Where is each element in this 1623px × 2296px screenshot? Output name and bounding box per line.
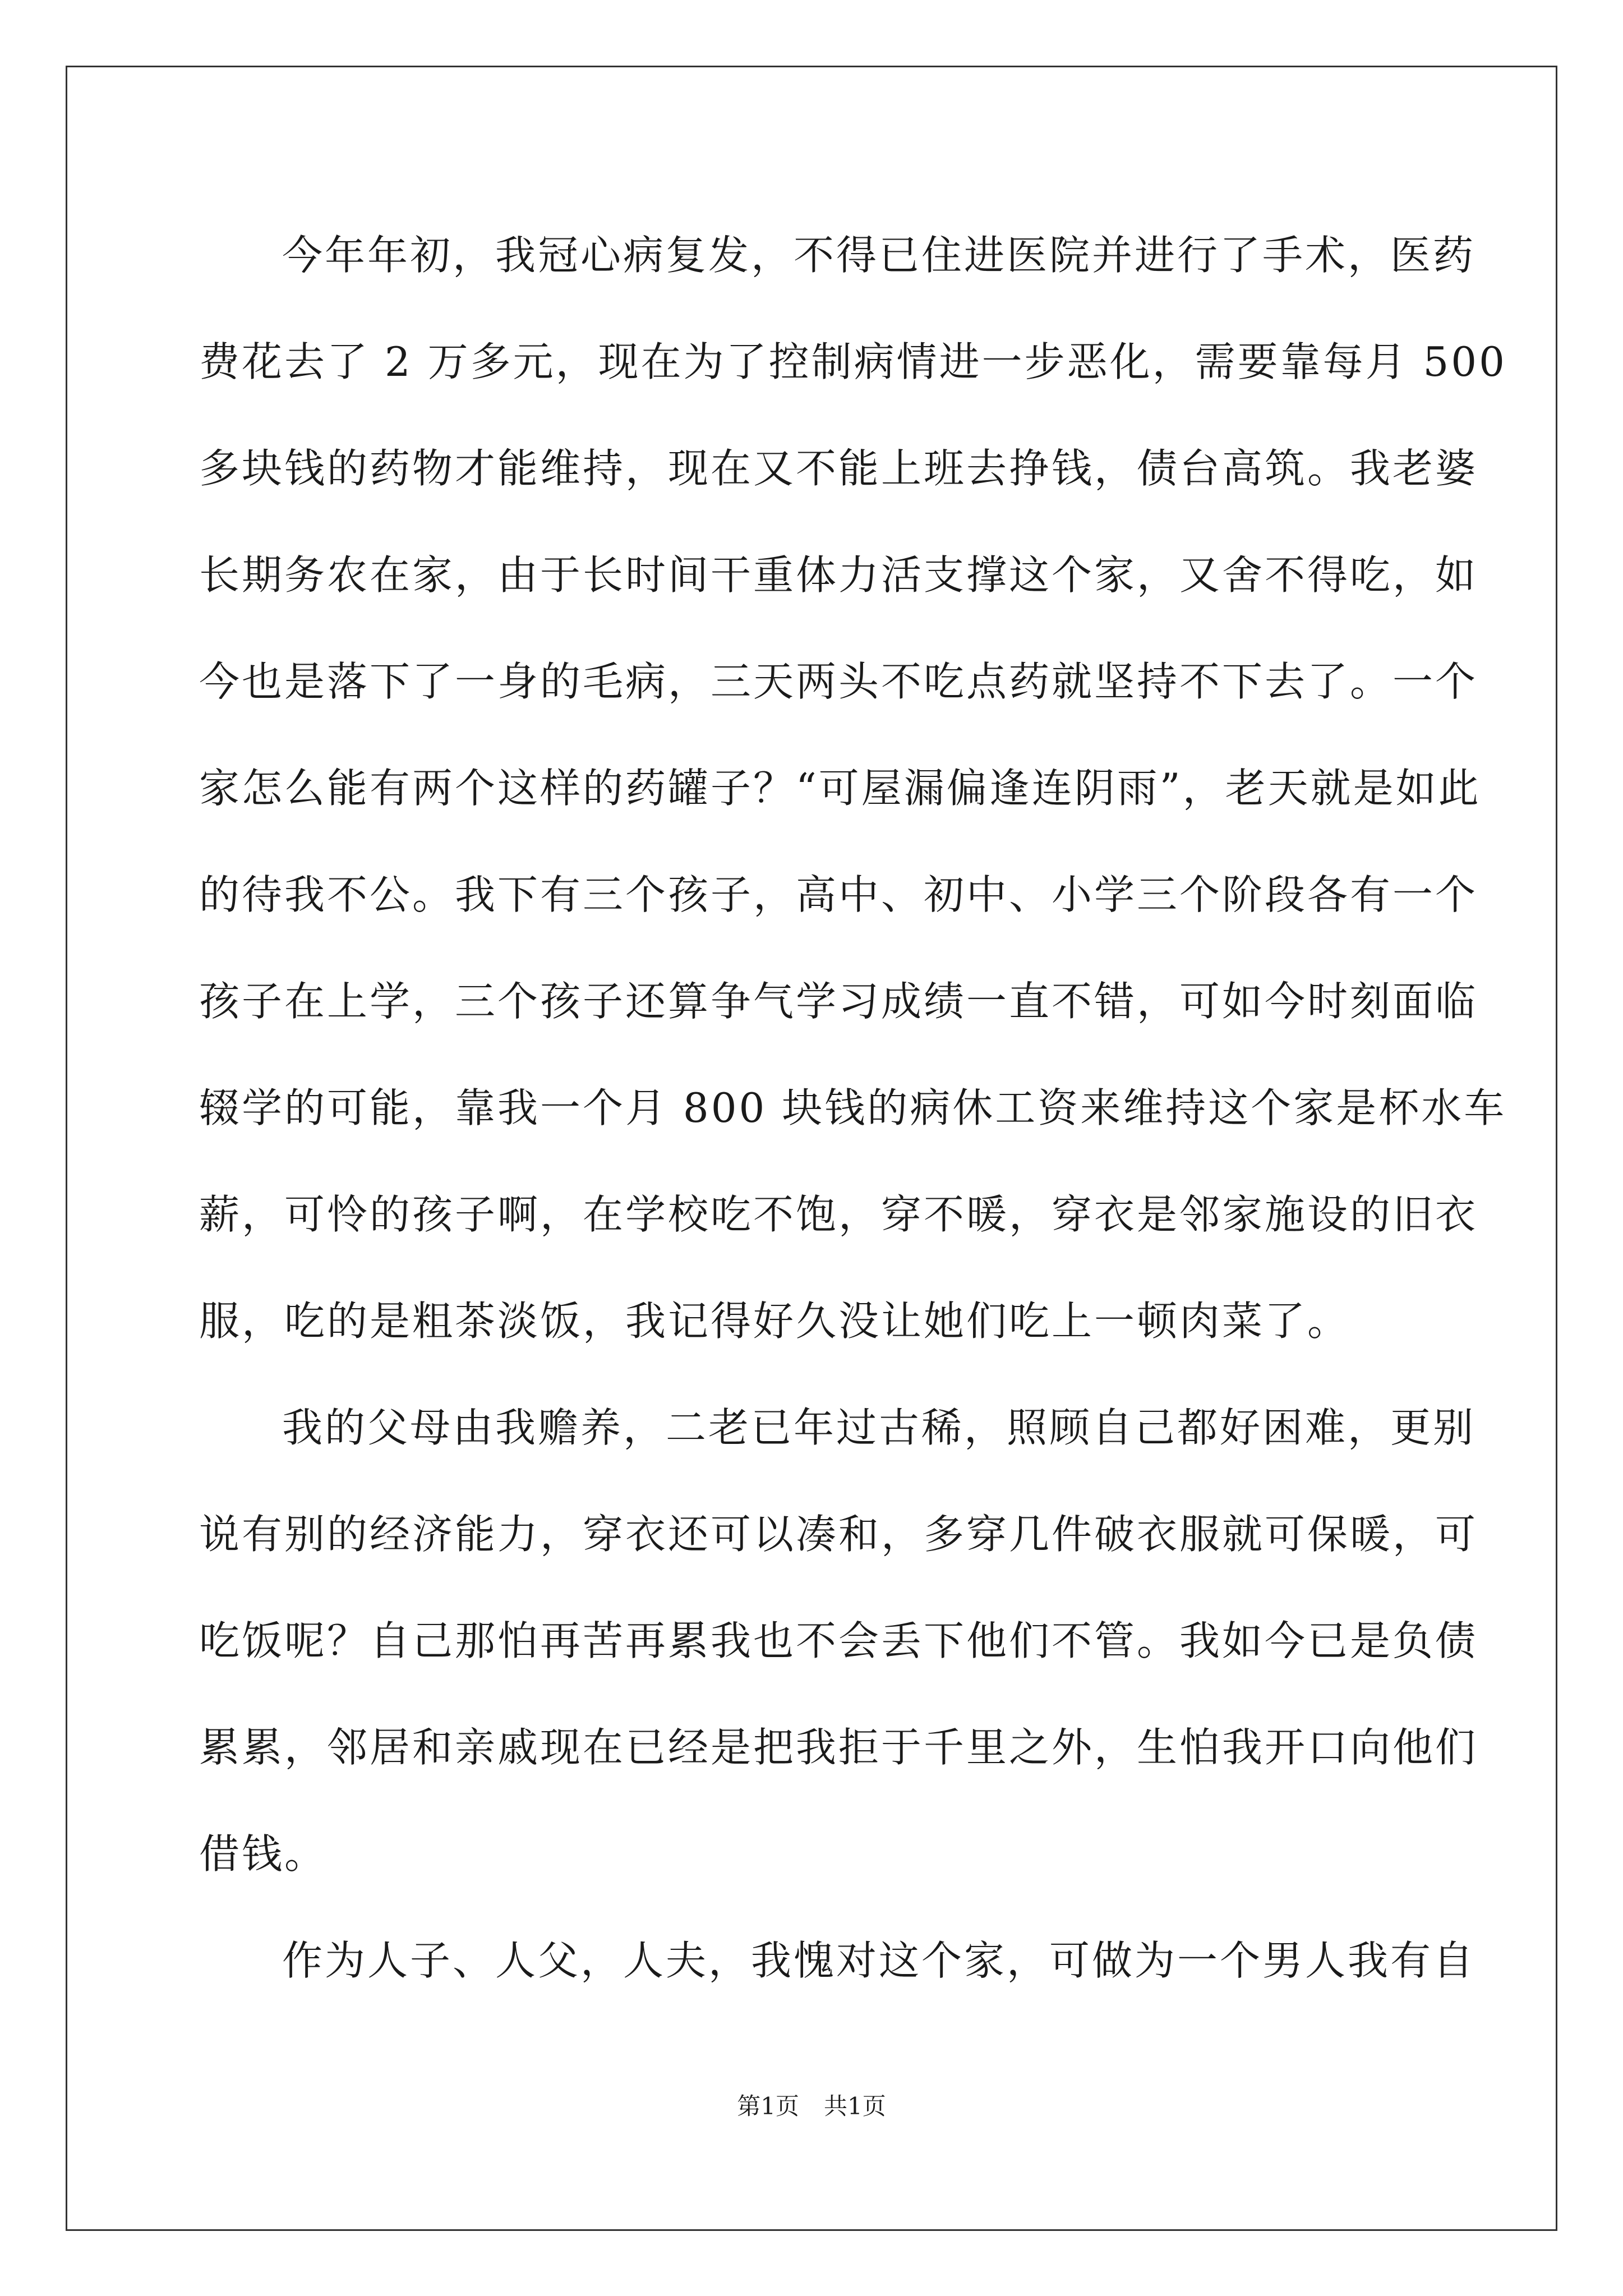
text-line: 今年年初，我冠心病复发，不得已住进医院并进行了手术，医药 bbox=[282, 232, 1476, 279]
text-line: 说有别的经济能力，穿衣还可以凑和，多穿几件破衣服就可保暖，可 bbox=[199, 1511, 1478, 1558]
text-line: 服，吃的是粗茶淡饭，我记得好久没让她们吃上一顿肉菜了。 bbox=[199, 1297, 1350, 1345]
document-body bbox=[199, 202, 1507, 2014]
text-line: 辍学的可能，靠我一个月 800 块钱的病休工资来维持这个家是杯水车 bbox=[199, 1084, 1507, 1131]
text-line: 费花去了 2 万多元，现在为了控制病情进一步恶化，需要靠每月 500 bbox=[199, 338, 1507, 385]
text-line: 家怎么能有两个这样的药罐子？“可屋漏偏逢连阴雨”，老天就是如此 bbox=[199, 765, 1481, 812]
paragraph-2 bbox=[199, 1374, 1478, 1907]
page-number: 第1页 bbox=[737, 2092, 799, 2120]
text-line: 薪，可怜的孩子啊，在学校吃不饱，穿不暖，穿衣是邻家施设的旧衣 bbox=[199, 1191, 1478, 1238]
page-total: 共1页 bbox=[824, 2092, 886, 2120]
text-line: 长期务农在家，由于长时间干重体力活支撑这个家，又舍不得吃，如 bbox=[199, 551, 1478, 599]
page-footer bbox=[0, 2090, 1623, 2123]
text-line: 我的父母由我赡养，二老已年过古稀，照顾自己都好困难，更别 bbox=[282, 1404, 1476, 1451]
paragraph-3 bbox=[199, 1907, 1476, 2014]
paragraph-1 bbox=[199, 202, 1507, 1374]
text-line: 今也是落下了一身的毛病，三天两头不吃点药就坚持不下去了。一个 bbox=[199, 658, 1478, 705]
text-line: 孩子在上学，三个孩子还算争气学习成绩一直不错，可如今时刻面临 bbox=[199, 978, 1478, 1025]
text-line: 多块钱的药物才能维持，现在又不能上班去挣钱，债台高筑。我老婆 bbox=[199, 445, 1478, 492]
text-line: 累累，邻居和亲戚现在已经是把我拒于千里之外，生怕我开口向他们 bbox=[199, 1724, 1478, 1771]
text-line: 的待我不公。我下有三个孩子，高中、初中、小学三个阶段各有一个 bbox=[199, 871, 1478, 918]
text-line: 作为人子、人父，人夫，我愧对这个家，可做为一个男人我有自 bbox=[282, 1937, 1476, 1984]
text-line: 吃饭呢？自己那怕再苦再累我也不会丢下他们不管。我如今已是负债 bbox=[199, 1617, 1478, 1664]
text-line: 借钱。 bbox=[199, 1830, 328, 1878]
